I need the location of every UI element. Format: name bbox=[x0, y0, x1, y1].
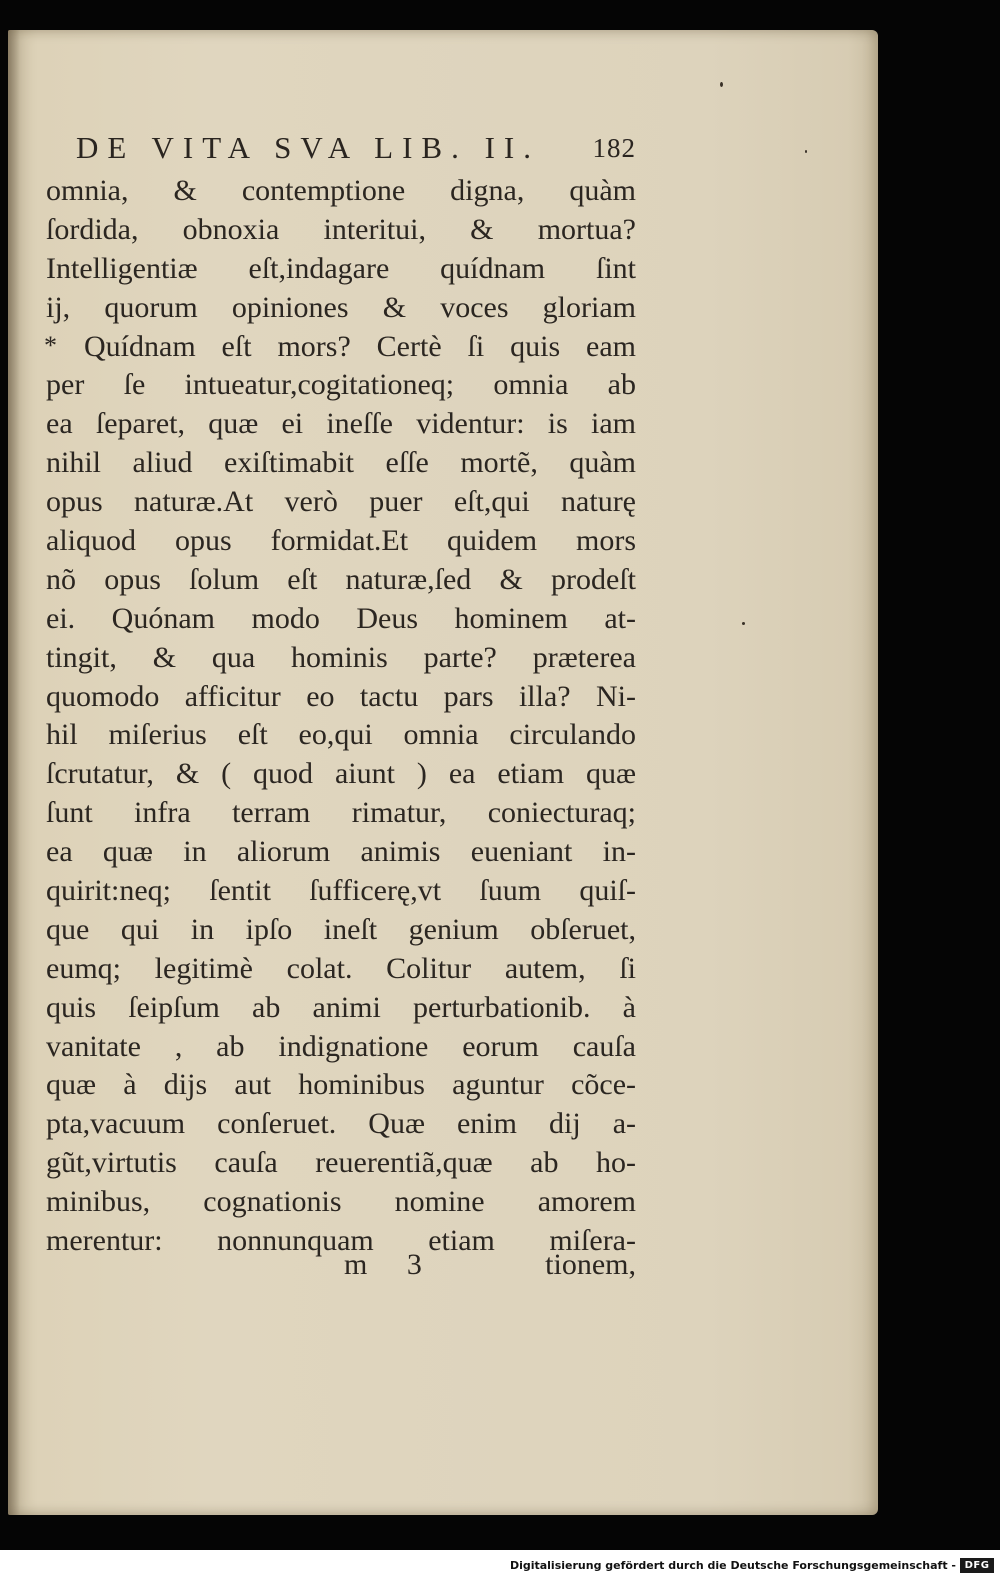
dfg-logo-icon: DFG bbox=[960, 1558, 994, 1573]
text-line: nihil aliud exiſtimabit eſſe mortẽ, quàm bbox=[46, 446, 636, 480]
marginal-asterisk: * bbox=[44, 331, 57, 360]
text-line: ſunt infra terram rimatur, coniecturaq; bbox=[46, 796, 636, 830]
text-line: Intelligentiæ eſt,indagare quídnam ſint bbox=[46, 251, 636, 285]
text-line: hil miſerius eſt eo,qui omnia circulando bbox=[46, 718, 636, 752]
text-line: quomodo afficitur eo tactu pars illa? Ni- bbox=[46, 679, 636, 713]
catchword: tionem, bbox=[545, 1248, 636, 1281]
signature-mark: m 3 bbox=[344, 1248, 438, 1281]
text-line: ea quæ in aliorum animis eueniant in- bbox=[46, 835, 636, 869]
paper-speck bbox=[720, 82, 723, 87]
text-line: merentur: nonnunquam etiam miſera- bbox=[46, 1224, 636, 1258]
text-line: pta,vacuum conſeruet. Quæ enim dij a- bbox=[46, 1107, 636, 1141]
text-line: quirit:neq; ſentit ſufficerę,vt ſuum quiſ- bbox=[46, 874, 636, 908]
folio-number: 182 bbox=[592, 133, 636, 163]
paper-speck bbox=[805, 150, 807, 153]
funding-credit: Digitalisierung gefördert durch die Deutsche Forschungsgemeinschaft - bbox=[509, 1559, 956, 1572]
text-line: minibus, cognationis nomine amorem bbox=[46, 1185, 636, 1219]
page-foot bbox=[46, 1245, 636, 1285]
text-line: aliquod opus formidat.Et quidem mors bbox=[46, 524, 636, 558]
text-line: ſordida, obnoxia interitui, & mortua? bbox=[46, 212, 636, 246]
text-line: tingit, & qua hominis parte? præterea bbox=[46, 640, 636, 674]
paper-speck bbox=[742, 622, 745, 625]
text-line: ea ſeparet, quæ ei ineſſe videntur: is iam bbox=[46, 407, 636, 441]
text-line: per ſe intueatur,cogitationeq; omnia ab bbox=[46, 368, 636, 402]
running-header bbox=[76, 128, 636, 168]
text-line: omnia, & contemptione digna, quàm bbox=[46, 174, 636, 207]
text-line: Quídnam eſt mors? Certè ſi quis eam bbox=[84, 329, 636, 363]
text-line: opus naturæ.At verò puer eſt,qui naturę bbox=[46, 485, 636, 519]
text-line: que qui in ipſo ineſt genium obſeruet, bbox=[46, 912, 636, 946]
text-line: vanitate , ab indignatione eorum cauſa bbox=[46, 1029, 636, 1063]
text-line: ij, quorum opiniones & voces gloriam bbox=[46, 290, 636, 324]
text-line: eumq; legitimè colat. Colitur autem, ſi bbox=[46, 951, 636, 985]
text-line: quis ſeipſum ab animi perturbationib. à bbox=[46, 990, 636, 1024]
running-title: DE VITA SVA LIB. II. bbox=[76, 130, 540, 165]
text-line: nõ opus ſolum eſt naturæ,ſed & prodeſt bbox=[46, 562, 636, 596]
body-text bbox=[46, 172, 636, 1261]
text-line: ſcrutatur, & ( quod aiunt ) ea etiam quæ bbox=[46, 757, 636, 791]
text-line: ei. Quónam modo Deus hominem at- bbox=[46, 601, 636, 635]
credit-bar bbox=[0, 1550, 1000, 1583]
text-line: quæ à dijs aut hominibus aguntur cõce- bbox=[46, 1068, 636, 1102]
text-line: gũt,virtutis cauſa reuerentiã,quæ ab ho- bbox=[46, 1146, 636, 1180]
